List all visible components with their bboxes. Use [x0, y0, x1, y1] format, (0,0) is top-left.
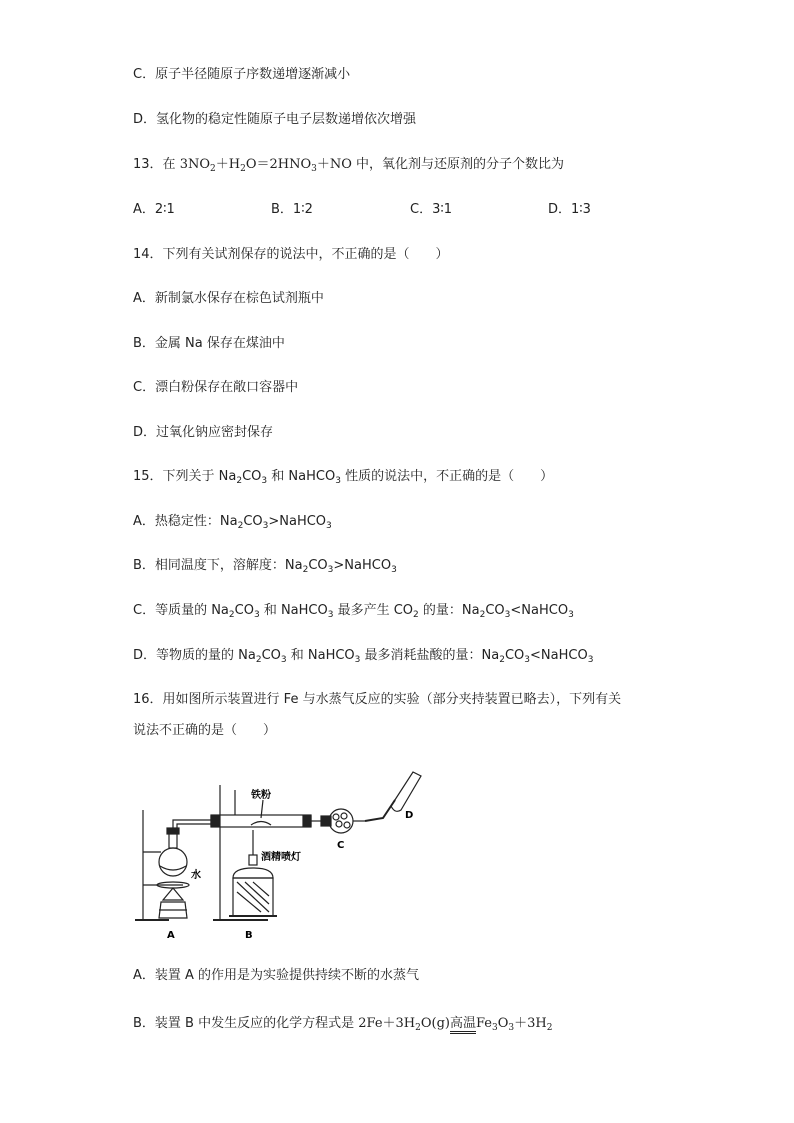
- q13-stem: [133, 156, 564, 174]
- text: CO: [504, 648, 525, 663]
- subscript: 3: [504, 610, 511, 620]
- text: >NaHCO: [268, 514, 327, 529]
- tube-b-stopper-right: [303, 816, 311, 826]
- equation-part: 2Fe＋3H: [358, 1016, 416, 1031]
- text: <NaHCO: [530, 648, 588, 663]
- q13-suffix: 中，氧化剂与还原剂的分子个数比为: [351, 157, 565, 172]
- text: CO: [308, 558, 328, 573]
- subscript: 3: [508, 1023, 515, 1033]
- subscript: 3: [391, 565, 397, 575]
- subscript: 2: [413, 610, 419, 620]
- q13-option-b: B．1∶2: [271, 202, 313, 217]
- text: CO: [261, 648, 281, 663]
- granule: [336, 821, 342, 827]
- subscript: 3: [280, 655, 287, 665]
- granule: [333, 814, 339, 820]
- q12-option-c: C．原子半径随原子序数递增逐渐减小: [133, 67, 351, 82]
- text: B．相同温度下，溶解度：Na: [133, 558, 303, 573]
- iron-powder: [251, 822, 271, 826]
- label-a: A: [167, 930, 175, 941]
- text: 和 NaHCO: [259, 603, 328, 618]
- q16-stem-line1: 16．用如图所示装置进行 Fe 与水蒸气反应的实验（部分夹持装置已略去），下列有关: [133, 692, 622, 707]
- subscript: 3: [326, 521, 332, 531]
- flask-a-water: [160, 866, 186, 870]
- text: 15．下列关于 Na: [133, 469, 237, 484]
- label-b: B: [245, 930, 253, 941]
- granule: [341, 813, 347, 819]
- q14-option-a: A．新制氯水保存在棕色试剂瓶中: [133, 291, 324, 306]
- q13-eq-part: O＝2HNO: [245, 157, 312, 172]
- q15-option-d: [133, 647, 593, 665]
- tube-a-b-inner: [177, 824, 213, 828]
- test-tube-d: [391, 772, 421, 811]
- subscript: 2: [236, 476, 243, 486]
- subscript: 2: [499, 655, 505, 665]
- subscript: 3: [262, 521, 269, 531]
- text: C．等质量的 Na: [133, 603, 229, 618]
- text: D．等物质的量的 Na: [133, 648, 256, 663]
- equation-part: O(g): [420, 1016, 450, 1031]
- flask-a-stopper: [167, 828, 179, 834]
- subscript: 2: [302, 565, 309, 575]
- label-alcohol-lamp: 酒精喷灯: [261, 852, 301, 863]
- label-d: D: [405, 810, 414, 821]
- subscript: 2: [415, 1023, 421, 1033]
- q13-eq-part: 3NO: [179, 157, 210, 172]
- granule: [344, 822, 350, 828]
- label-iron-powder: 铁粉: [251, 790, 271, 801]
- q15-stem: [133, 468, 553, 486]
- subscript: 3: [524, 655, 531, 665]
- subscript: 3: [311, 164, 317, 174]
- q14-option-b: B．金属 Na 保存在煤油中: [133, 336, 285, 351]
- text: 和 NaHCO: [286, 648, 355, 663]
- tube-c-d: [365, 800, 395, 821]
- subscript: 2: [546, 1023, 553, 1033]
- subscript: 3: [335, 476, 341, 486]
- text: 的量：Na: [418, 603, 480, 618]
- q13-eq-part: ＋H: [215, 157, 241, 172]
- tube-b-stopper-left: [211, 816, 219, 826]
- label-c: C: [337, 840, 345, 851]
- q13-option-a: A．2∶1: [133, 202, 175, 217]
- equation-part: O: [497, 1016, 509, 1031]
- text: 最多消耗盐酸的量：Na: [360, 648, 500, 663]
- subscript: 3: [327, 565, 334, 575]
- subscript: 2: [240, 164, 246, 174]
- q13-prefix: 13．在: [133, 157, 180, 172]
- text: 性质的说法中，不正确的是（ ）: [340, 469, 554, 484]
- text: 和 NaHCO: [267, 469, 336, 484]
- lamp-a-flame: [163, 888, 183, 900]
- equation-part: Fe: [476, 1016, 493, 1031]
- q13-option-d: D．1∶3: [548, 202, 591, 217]
- q14-option-d: D．过氧化钠应密封保存: [133, 425, 274, 440]
- equation-part: ＋3H: [514, 1016, 547, 1031]
- label-water: 水: [191, 870, 201, 881]
- text: B．装置 B 中发生反应的化学方程式是: [133, 1016, 359, 1031]
- text: CO: [485, 603, 505, 618]
- q13-eq-part: ＋NO: [316, 157, 352, 172]
- text: A．热稳定性：Na: [133, 514, 238, 529]
- reaction-condition: 高温: [450, 1016, 476, 1034]
- subscript: 2: [479, 610, 486, 620]
- subscript: 2: [237, 521, 244, 531]
- subscript: 2: [210, 164, 216, 174]
- text: 最多产生 CO: [333, 603, 414, 618]
- q15-option-b: [133, 557, 397, 575]
- q16-option-a: A．装置 A 的作用是为实验提供持续不断的水蒸气: [133, 968, 420, 983]
- q16-option-b: [133, 1015, 553, 1033]
- subscript: 2: [228, 610, 235, 620]
- q15-option-c: [133, 602, 574, 620]
- text: >NaHCO: [333, 558, 392, 573]
- subscript: 3: [568, 610, 574, 620]
- apparatus-figure: [133, 770, 433, 945]
- q12-option-d: D．氢化物的稳定性随原子电子层数递增依次增强: [133, 112, 417, 127]
- text: CO: [242, 469, 262, 484]
- subscript: 3: [492, 1023, 498, 1033]
- subscript: 2: [255, 655, 262, 665]
- q14-stem: 14．下列有关试剂保存的说法中，不正确的是（ ）: [133, 247, 449, 262]
- subscript: 3: [354, 655, 361, 665]
- text: <NaHCO: [510, 603, 569, 618]
- subscript: 3: [587, 655, 594, 665]
- subscript: 3: [261, 476, 268, 486]
- q15-option-a: [133, 513, 332, 531]
- flask-a: [159, 848, 187, 876]
- q13-option-c: C．3∶1: [410, 202, 453, 217]
- drying-tube-c: [329, 809, 353, 833]
- q16-stem-line2: 说法不正确的是（ ）: [133, 723, 277, 738]
- text: CO: [243, 514, 263, 529]
- lamp-b-nozzle: [249, 855, 257, 865]
- lamp-b-hatching: [237, 882, 269, 912]
- subscript: 3: [327, 610, 334, 620]
- subscript: 3: [253, 610, 260, 620]
- lamp-b-top: [233, 868, 273, 878]
- text: CO: [234, 603, 254, 618]
- q14-option-c: C．漂白粉保存在敞口容器中: [133, 380, 299, 395]
